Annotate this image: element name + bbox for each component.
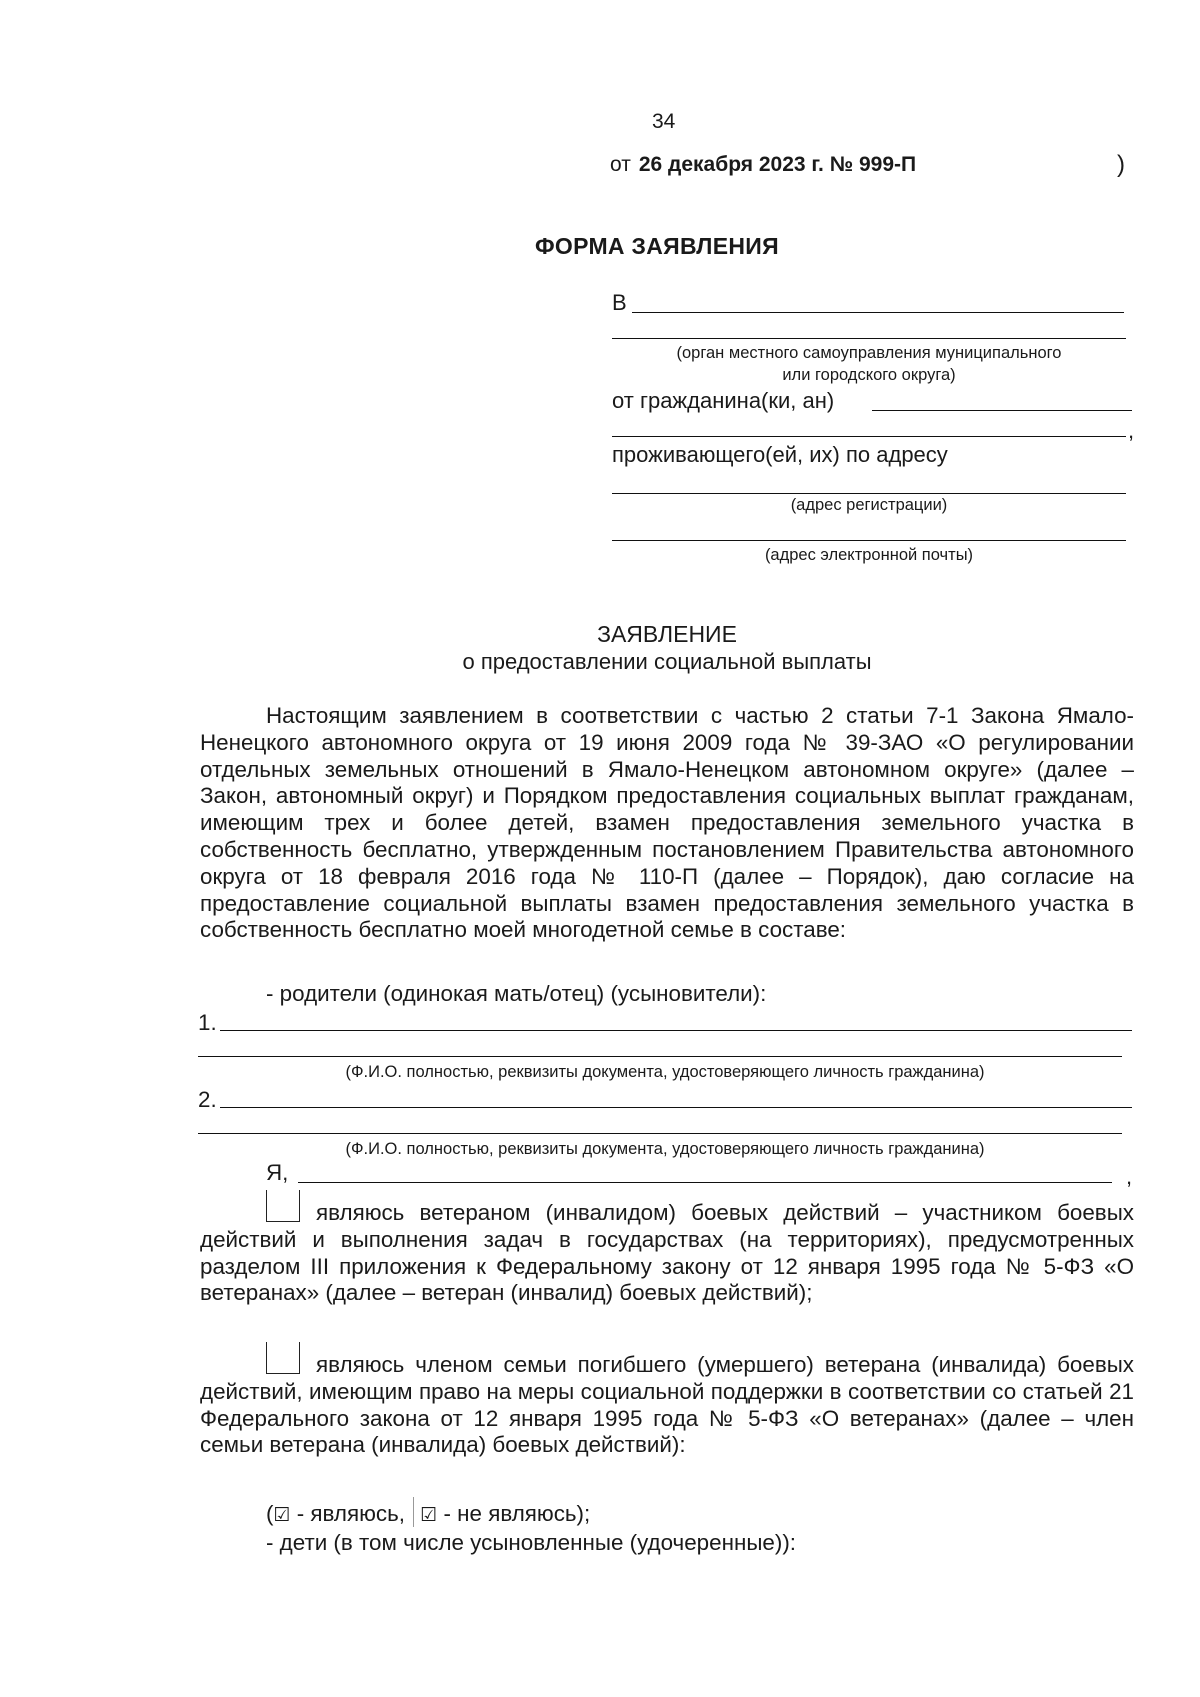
legend-text-is-not: - не являюсь); <box>437 1501 591 1526</box>
parents-label: - родители (одинокая мать/отец) (усыновители): <box>266 981 767 1006</box>
organ-caption-1: (орган местного самоуправления муниципального <box>676 344 1062 362</box>
children-label: - дети (в том числе усыновленные (удочеренные)): <box>266 1530 796 1555</box>
residing-label: проживающего(ей, их) по адресу <box>612 442 948 467</box>
address-line[interactable] <box>612 493 1126 494</box>
parent-1-line-1[interactable] <box>220 1030 1132 1031</box>
consent-paragraph-text: Настоящим заявлением в соответствии с частью 2 статьи 7-1 Закона Ямало-Ненецкого автономного округа от 19 июня 2009 года № 39-ЗАО «О регулировании отдельных земельных отношений в Ямало-Ненецком автономном округе» (далее – Закон, автономный округ) и Порядком предоставления социальных выплат гражданам, имеющим трех и более детей, взамен предоставления земельного участка в собственность бесплатно, утвержденным постановлением Правительства автономного округа от 18 февраля 2016 года № 110-П (далее – Порядок), даю согласие на предоставление социальной выплаты взамен предоставления земельного участка в собственность бесплатно моей многодетной семье в составе: <box>200 703 1134 943</box>
email-caption: (адрес электронной почты) <box>764 546 974 564</box>
organ-caption-2: или городского округа) <box>782 366 956 384</box>
email-line[interactable] <box>612 540 1126 541</box>
legend-open-paren: ( <box>266 1501 274 1526</box>
parent-1-caption: (Ф.И.О. полностью, реквизиты документа, удостоверяющего личность гражданина) <box>345 1063 985 1081</box>
to-prefix: В <box>612 290 627 315</box>
checked-box-icon: ☑ <box>273 1504 291 1526</box>
organ-line-2[interactable] <box>612 338 1126 339</box>
family-member-text: являюсь членом семьи погибшего (умершего) ветерана (инвалида) боевых действий, имеющим право на меры социальной поддержки в соответствии со статьей 21 Федерального закона от 12 января 1995 года № 5-ФЗ «О ветеранах» (далее – член семьи ветерана (инвалида) боевых действий): <box>200 1352 1134 1458</box>
parent-2-number: 2. <box>198 1087 217 1112</box>
date-prefix: от <box>610 153 631 176</box>
address-caption: (адрес регистрации) <box>790 496 948 514</box>
document-date-line <box>610 153 916 177</box>
veteran-paragraph <box>200 1200 1134 1307</box>
checked-box-icon-2: ☑ <box>420 1504 438 1526</box>
parent-2-caption: (Ф.И.О. полностью, реквизиты документа, удостоверяющего личность гражданина) <box>345 1140 985 1158</box>
i-label: Я, <box>266 1160 289 1185</box>
citizen-name-line-1[interactable] <box>872 410 1132 411</box>
statement-subheading: о предоставлении социальной выплаты <box>462 649 872 674</box>
legend-text-is: - являюсь, <box>290 1501 412 1526</box>
statement-heading: ЗАЯВЛЕНИЕ <box>597 621 737 647</box>
consent-paragraph <box>200 703 1134 944</box>
page-number: 34 <box>652 110 676 133</box>
citizen-name-line-2[interactable] <box>612 436 1126 437</box>
family-member-paragraph <box>200 1352 1134 1459</box>
comma: , <box>1128 418 1135 443</box>
i-comma: , <box>1126 1164 1133 1189</box>
parent-1-number: 1. <box>198 1010 217 1035</box>
parent-2-line-1[interactable] <box>220 1107 1132 1108</box>
from-label: от гражданина(ки, ан) <box>612 388 835 413</box>
veteran-text: являюсь ветераном (инвалидом) боевых действий – участником боевых действий и выполнения задач в государствах (на территориях), предусмотренных разделом III приложения к Федеральному закону от 12 января 1995 года № 5-ФЗ «О ветеранах» (далее – ветеран (инвалид) боевых действий); <box>200 1200 1134 1306</box>
parent-1-line-2[interactable] <box>198 1056 1122 1057</box>
parent-2-line-2[interactable] <box>198 1133 1122 1134</box>
date-number: 26 декабря 2023 г. № 999-П <box>638 153 917 176</box>
checkbox-legend <box>266 1497 590 1527</box>
organ-line-1[interactable] <box>632 312 1124 313</box>
applicant-name-line[interactable] <box>298 1182 1112 1183</box>
form-title: ФОРМА ЗАЯВЛЕНИЯ <box>535 233 779 259</box>
closing-paren: ) <box>1117 151 1125 178</box>
